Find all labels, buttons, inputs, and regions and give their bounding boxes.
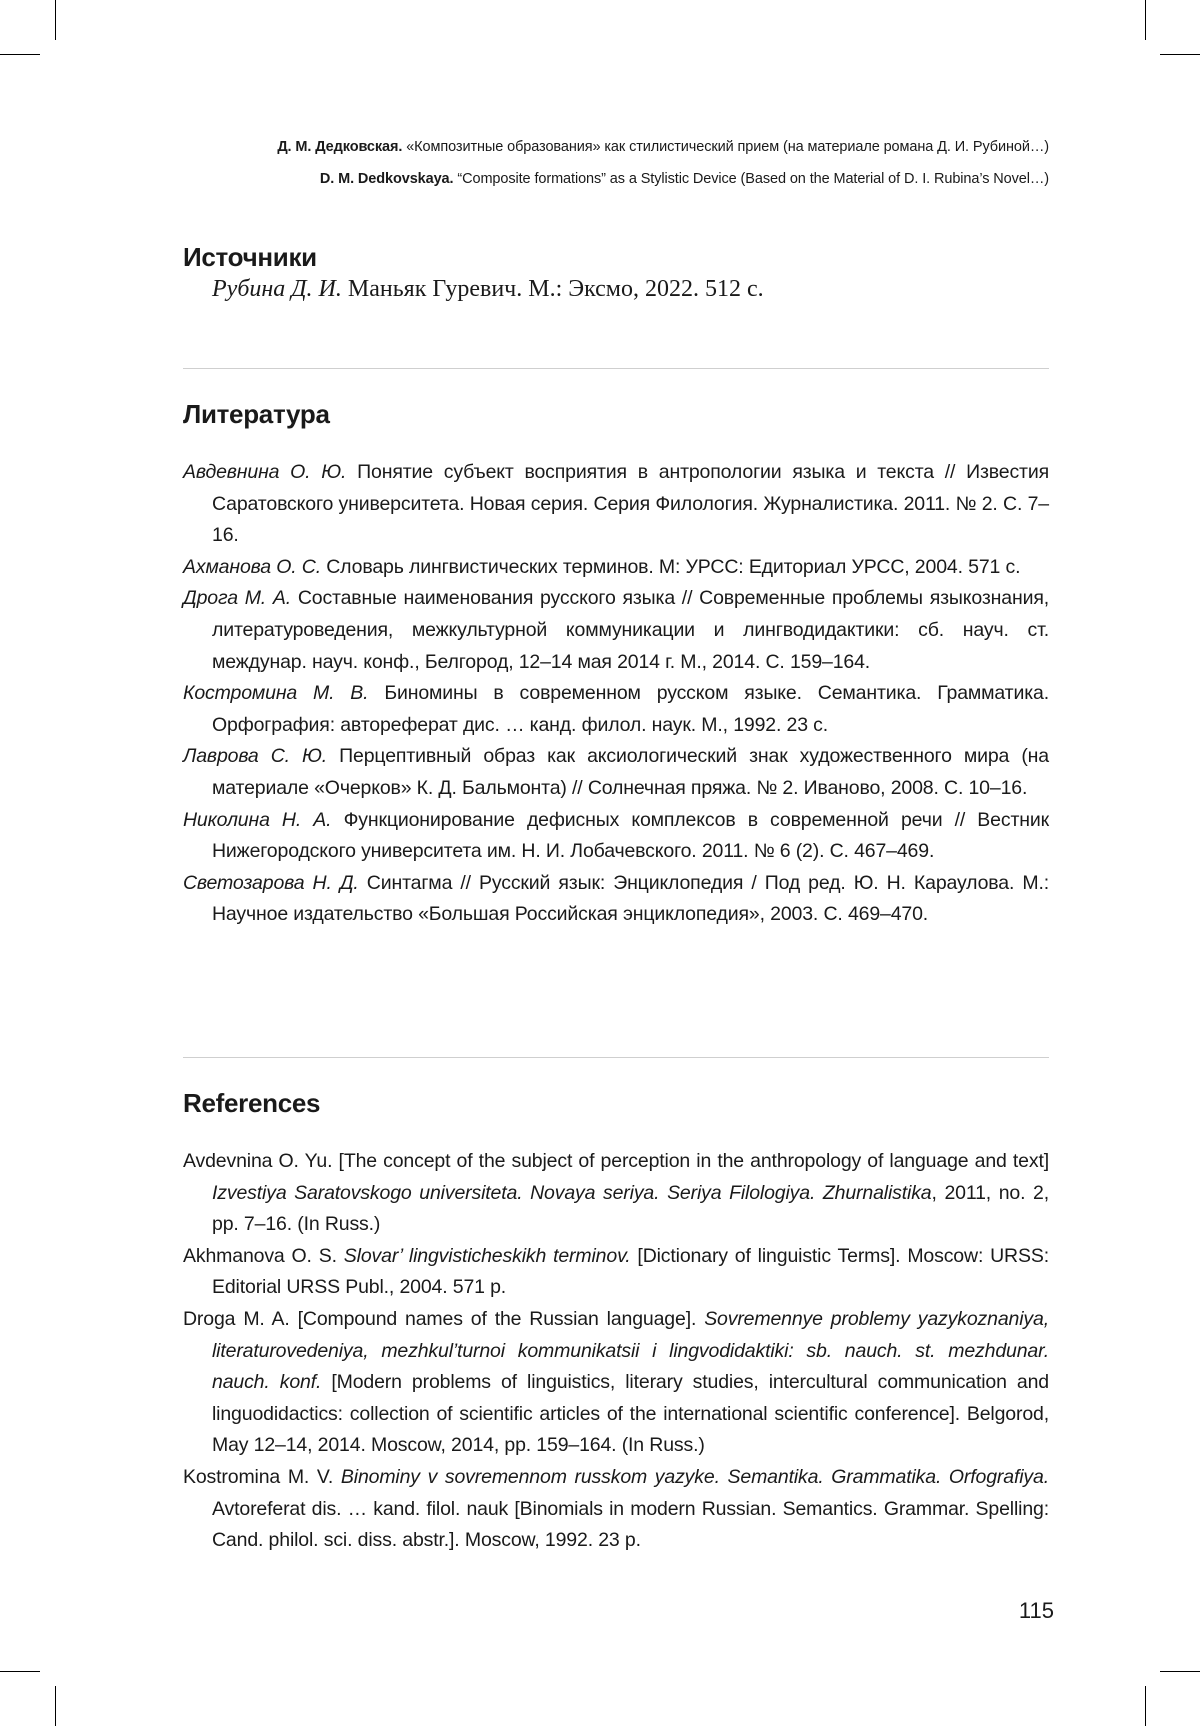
reference-item-post: , 2011, no. 2, pp. 7–16. (In Russ.)	[212, 1181, 1050, 1236]
literature-heading: Литература	[183, 399, 330, 429]
crop-mark	[1145, 1686, 1146, 1726]
literature-item-author: Николина Н. А.	[183, 808, 332, 831]
literature-item-author: Костромина М. В.	[183, 682, 369, 705]
reference-item-pre: Avdevnina O. Yu. [The concept of the subject of perception in the anthropology of language and text]	[183, 1150, 1049, 1172]
literature-item	[183, 868, 1049, 931]
literature-item	[183, 741, 1049, 804]
reference-item-pre: Droga M. A. [Compound names of the Russian language].	[183, 1307, 697, 1330]
header-title-ru: «Композитные образования» как стилистический прием (на материале романа Д. И. Рубиной…)	[406, 139, 1049, 155]
sources-entry-author: Рубина Д. И.	[212, 276, 342, 302]
reference-item-ital: Slovar’ lingvisticheskikh terminov.	[343, 1244, 631, 1267]
references-heading: References	[183, 1088, 321, 1118]
crop-mark	[1160, 1671, 1200, 1672]
reference-item	[183, 1146, 1049, 1241]
reference-item-post: Avtoreferat dis. … kand. filol. nauk [Binomials in modern Russian. Semantics. Grammar. Spelling: Cand. philol. sci. diss. abstr.]. Moscow, 1992. 23 p.	[212, 1497, 1049, 1552]
crop-mark	[0, 1671, 40, 1672]
literature-item-author: Светозарова Н. Д.	[183, 871, 359, 894]
literature-item-text: Перцептивный образ как аксиологический знак художественного мира (на материале «Очерков» К. Д. Бальмонта) // Солнечная пряжа. № 2. Иваново, 2008. С. 10–16.	[212, 745, 1049, 799]
crop-mark	[0, 54, 40, 55]
reference-item-post: [Dictionary of linguistic Terms]. Moscow: URSS: Editorial URSS Publ., 2004. 571 p.	[212, 1244, 1049, 1299]
sources-heading: Источники	[183, 242, 317, 272]
literature-item	[183, 457, 1049, 552]
sources-entry-text: Маньяк Гуревич. М.: Эксмо, 2022. 512 с.	[347, 276, 764, 302]
literature-item-text: Понятие субъект восприятия в антропологии языка и текста // Известия Саратовского университета. Новая серия. Серия Филология. Журналистика. 2011. № 2. С. 7–16.	[212, 461, 1049, 547]
reference-item	[183, 1462, 1049, 1557]
header-title-en: “Composite formations” as a Stylistic Device (Based on the Material of D. I. Rubina’s Novel…)	[457, 171, 1049, 187]
page-number: 115	[1018, 1598, 1054, 1623]
literature-item	[183, 583, 1049, 678]
reference-item	[183, 1304, 1049, 1462]
reference-item	[183, 1241, 1049, 1304]
references-list	[183, 1146, 1049, 1557]
crop-mark	[55, 0, 56, 40]
section-divider	[183, 368, 1049, 369]
sources-entry	[212, 276, 764, 303]
reference-item-ital: Izvestiya Saratovskogo universiteta. Novaya seriya. Seriya Filologiya. Zhurnalistika	[212, 1181, 932, 1204]
literature-item-text: Составные наименования русского языка // Современные проблемы языкознания, литературоведения, межкультурной коммуникации и лингводидактики: сб. науч. ст. междунар. науч. конф., Белгород, 12–14 мая 2014 г. М., 2014. С. 159–164.	[212, 587, 1049, 673]
header-author-ru: Д. М. Дедковская.	[277, 139, 403, 155]
reference-item-post: [Modern problems of linguistics, literary studies, intercultural communication and linguodidactics: collection of scientific articles of the international scientific conference]. Belgorod, May 12–14, 2014. Moscow, 2014, pp. 159–164. (In Russ.)	[212, 1371, 1049, 1457]
page-body	[183, 0, 1049, 1726]
literature-item-author: Дрога М. А.	[183, 587, 291, 610]
literature-item	[183, 552, 1049, 584]
literature-item	[183, 805, 1049, 868]
literature-item-author: Ахманова О. С.	[183, 555, 321, 578]
literature-item-author: Лаврова С. Ю.	[183, 745, 328, 768]
crop-mark	[1160, 54, 1200, 55]
reference-item-ital: Sovremennye problemy yazykoznaniya, literaturovedeniya, mezhkul’turnoi kommunikatsii i lingvodidaktiki: sb. nauch. st. mezhdunar. nauch. konf.	[212, 1307, 1049, 1394]
literature-list	[183, 457, 1049, 931]
crop-mark	[1145, 0, 1146, 40]
reference-item-pre: Akhmanova O. S.	[183, 1244, 337, 1267]
literature-item-text: Словарь лингвистических терминов. М: УРСС: Едиториал УРСС, 2004. 571 с.	[326, 555, 1021, 578]
literature-item-author: Авдевнина О. Ю.	[183, 461, 347, 483]
section-divider	[183, 1057, 1049, 1058]
literature-item	[183, 678, 1049, 741]
literature-item-text: Функционирование дефисных комплексов в современной речи // Вестник Нижегородского университета им. Н. И. Лобачевского. 2011. № 6 (2). С. 467–469.	[212, 808, 1049, 863]
literature-item-text: Синтагма // Русский язык: Энциклопедия / Под ред. Ю. Н. Караулова. М.: Научное издательство «Большая Российская энциклопедия», 2003. С. 469–470.	[212, 871, 1049, 926]
header-author-en: D. M. Dedkovskaya.	[319, 171, 454, 187]
crop-mark	[55, 1686, 56, 1726]
reference-item-pre: Kostromina M. V.	[183, 1465, 334, 1488]
literature-item-text: Биномины в современном русском языке. Семантика. Грамматика. Орфография: автореферат дис. … канд. филол. наук. М., 1992. 23 с.	[212, 682, 1049, 736]
reference-item-ital: Binominy v sovremennom russkom yazyke. Semantika. Grammatika. Orfografiya.	[340, 1465, 1049, 1488]
